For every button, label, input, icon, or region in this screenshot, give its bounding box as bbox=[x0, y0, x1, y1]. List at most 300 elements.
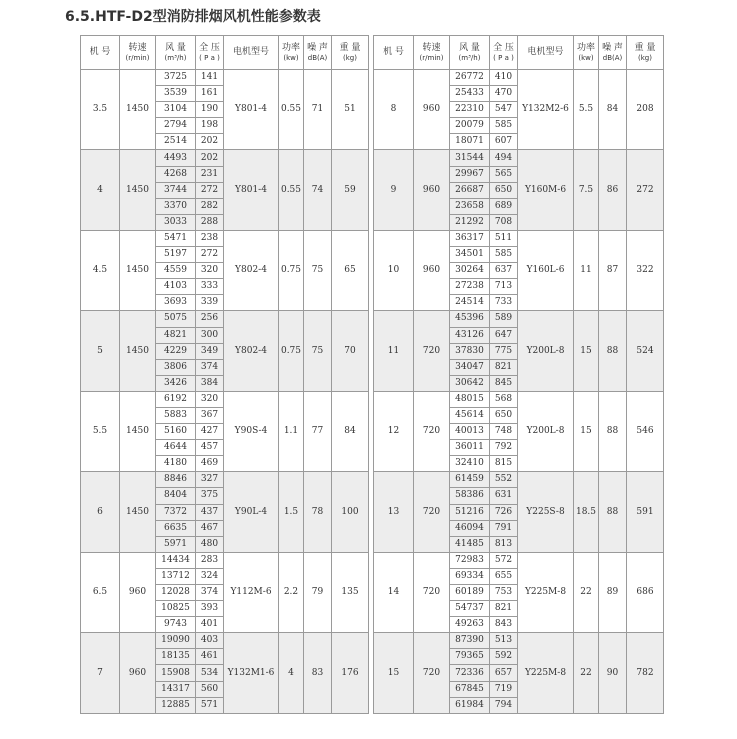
pressure-cell: 821 bbox=[490, 601, 518, 617]
pressure-cell: 410 bbox=[490, 70, 518, 86]
pressure-cell: 349 bbox=[196, 343, 224, 359]
power-cell: 0.75 bbox=[279, 230, 304, 310]
flow-cell: 26687 bbox=[450, 182, 490, 198]
pressure-cell: 607 bbox=[490, 134, 518, 150]
pressure-cell: 552 bbox=[490, 472, 518, 488]
motor-model-cell: Y801-4 bbox=[224, 150, 279, 230]
weight-cell: 135 bbox=[332, 552, 369, 632]
pressure-cell: 327 bbox=[196, 472, 224, 488]
flow-cell: 22310 bbox=[450, 102, 490, 118]
noise-cell: 84 bbox=[599, 70, 627, 150]
flow-cell: 4821 bbox=[156, 327, 196, 343]
flow-cell: 41485 bbox=[450, 536, 490, 552]
model-number-cell: 8 bbox=[374, 70, 414, 150]
model-number-cell: 15 bbox=[374, 633, 414, 713]
model-number-cell: 13 bbox=[374, 472, 414, 552]
header-model: 机 号 bbox=[81, 36, 120, 70]
flow-cell: 5971 bbox=[156, 536, 196, 552]
fan-model-group bbox=[374, 472, 664, 552]
flow-cell: 87390 bbox=[450, 633, 490, 649]
pressure-cell: 585 bbox=[490, 118, 518, 134]
flow-cell: 3806 bbox=[156, 359, 196, 375]
header-pressure: 全 压 ( P a ) bbox=[196, 36, 224, 70]
noise-cell: 75 bbox=[304, 230, 332, 310]
noise-cell: 83 bbox=[304, 633, 332, 713]
motor-model-cell: Y132M1-6 bbox=[224, 633, 279, 713]
table-row bbox=[374, 230, 664, 246]
flow-cell: 18135 bbox=[156, 649, 196, 665]
pressure-cell: 161 bbox=[196, 86, 224, 102]
header-speed: 转速 (r/min) bbox=[414, 36, 450, 70]
pressure-cell: 272 bbox=[196, 182, 224, 198]
model-number-cell: 9 bbox=[374, 150, 414, 230]
flow-cell: 14317 bbox=[156, 681, 196, 697]
flow-cell: 60189 bbox=[450, 585, 490, 601]
weight-cell: 272 bbox=[627, 150, 664, 230]
weight-cell: 176 bbox=[332, 633, 369, 713]
weight-cell: 524 bbox=[627, 311, 664, 391]
header-flow: 风 量 (m³/h) bbox=[450, 36, 490, 70]
pressure-cell: 282 bbox=[196, 198, 224, 214]
pressure-cell: 202 bbox=[196, 134, 224, 150]
pressure-cell: 333 bbox=[196, 279, 224, 295]
motor-model-cell: Y200L-8 bbox=[518, 391, 574, 471]
speed-cell: 720 bbox=[414, 633, 450, 713]
pressure-cell: 494 bbox=[490, 150, 518, 166]
speed-cell: 960 bbox=[414, 70, 450, 150]
motor-model-cell: Y802-4 bbox=[224, 311, 279, 391]
motor-model-cell: Y225M-8 bbox=[518, 633, 574, 713]
flow-cell: 5075 bbox=[156, 311, 196, 327]
table-row bbox=[374, 472, 664, 488]
flow-cell: 49263 bbox=[450, 617, 490, 633]
flow-cell: 21292 bbox=[450, 214, 490, 230]
pressure-cell: 719 bbox=[490, 681, 518, 697]
pressure-cell: 467 bbox=[196, 520, 224, 536]
table-row bbox=[81, 552, 369, 568]
fan-model-group bbox=[81, 230, 369, 310]
pressure-cell: 141 bbox=[196, 70, 224, 86]
speed-cell: 1450 bbox=[120, 391, 156, 471]
motor-model-cell: Y132M2-6 bbox=[518, 70, 574, 150]
model-number-cell: 5.5 bbox=[81, 391, 120, 471]
motor-model-cell: Y801-4 bbox=[224, 70, 279, 150]
pressure-cell: 231 bbox=[196, 166, 224, 182]
speed-cell: 960 bbox=[120, 633, 156, 713]
pressure-cell: 592 bbox=[490, 649, 518, 665]
fan-model-group bbox=[374, 150, 664, 230]
weight-cell: 322 bbox=[627, 230, 664, 310]
pressure-cell: 272 bbox=[196, 247, 224, 263]
header-weight: 重 量 (kg) bbox=[332, 36, 369, 70]
header-noise: 噪 声 dB(A) bbox=[599, 36, 627, 70]
pressure-cell: 190 bbox=[196, 102, 224, 118]
pressure-cell: 288 bbox=[196, 214, 224, 230]
table-row bbox=[81, 230, 369, 246]
model-number-cell: 4 bbox=[81, 150, 120, 230]
pressure-cell: 733 bbox=[490, 295, 518, 311]
weight-cell: 100 bbox=[332, 472, 369, 552]
flow-cell: 8846 bbox=[156, 472, 196, 488]
model-number-cell: 6.5 bbox=[81, 552, 120, 632]
pressure-cell: 461 bbox=[196, 649, 224, 665]
header-model: 机 号 bbox=[374, 36, 414, 70]
flow-cell: 3370 bbox=[156, 198, 196, 214]
flow-cell: 15908 bbox=[156, 665, 196, 681]
flow-cell: 46094 bbox=[450, 520, 490, 536]
flow-cell: 3426 bbox=[156, 375, 196, 391]
model-number-cell: 12 bbox=[374, 391, 414, 471]
pressure-cell: 534 bbox=[196, 665, 224, 681]
weight-cell: 59 bbox=[332, 150, 369, 230]
header-weight: 重 量 (kg) bbox=[627, 36, 664, 70]
flow-cell: 72983 bbox=[450, 552, 490, 568]
header-speed: 转速 (r/min) bbox=[120, 36, 156, 70]
noise-cell: 74 bbox=[304, 150, 332, 230]
flow-cell: 8404 bbox=[156, 488, 196, 504]
power-cell: 4 bbox=[279, 633, 304, 713]
power-cell: 0.55 bbox=[279, 150, 304, 230]
power-cell: 15 bbox=[574, 391, 599, 471]
table-row bbox=[81, 472, 369, 488]
pressure-cell: 320 bbox=[196, 391, 224, 407]
flow-cell: 45396 bbox=[450, 311, 490, 327]
flow-cell: 5160 bbox=[156, 424, 196, 440]
model-number-cell: 11 bbox=[374, 311, 414, 391]
motor-model-cell: Y200L-8 bbox=[518, 311, 574, 391]
table-row bbox=[374, 633, 664, 649]
model-number-cell: 14 bbox=[374, 552, 414, 632]
model-number-cell: 7 bbox=[81, 633, 120, 713]
flow-cell: 3725 bbox=[156, 70, 196, 86]
flow-cell: 27238 bbox=[450, 279, 490, 295]
table-row bbox=[374, 70, 664, 86]
flow-cell: 58386 bbox=[450, 488, 490, 504]
flow-cell: 2794 bbox=[156, 118, 196, 134]
power-cell: 0.75 bbox=[279, 311, 304, 391]
flow-cell: 3539 bbox=[156, 86, 196, 102]
header-pressure: 全 压 ( P a ) bbox=[490, 36, 518, 70]
pressure-cell: 403 bbox=[196, 633, 224, 649]
pressure-cell: 689 bbox=[490, 198, 518, 214]
pressure-cell: 427 bbox=[196, 424, 224, 440]
pressure-cell: 753 bbox=[490, 585, 518, 601]
speed-cell: 960 bbox=[414, 230, 450, 310]
flow-cell: 4180 bbox=[156, 456, 196, 472]
flow-cell: 69334 bbox=[450, 568, 490, 584]
flow-cell: 4559 bbox=[156, 263, 196, 279]
header-noise: 噪 声 dB(A) bbox=[304, 36, 332, 70]
motor-model-cell: Y225S-8 bbox=[518, 472, 574, 552]
pressure-cell: 457 bbox=[196, 440, 224, 456]
speed-cell: 960 bbox=[120, 552, 156, 632]
flow-cell: 2514 bbox=[156, 134, 196, 150]
table-row bbox=[374, 391, 664, 407]
pressure-cell: 375 bbox=[196, 488, 224, 504]
pressure-cell: 339 bbox=[196, 295, 224, 311]
pressure-cell: 650 bbox=[490, 182, 518, 198]
flow-cell: 34501 bbox=[450, 247, 490, 263]
header-power: 功率 (kw) bbox=[279, 36, 304, 70]
noise-cell: 88 bbox=[599, 472, 627, 552]
model-number-cell: 3.5 bbox=[81, 70, 120, 150]
flow-cell: 7372 bbox=[156, 504, 196, 520]
speed-cell: 1450 bbox=[120, 311, 156, 391]
flow-cell: 20079 bbox=[450, 118, 490, 134]
flow-cell: 43126 bbox=[450, 327, 490, 343]
pressure-cell: 283 bbox=[196, 552, 224, 568]
pressure-cell: 585 bbox=[490, 247, 518, 263]
pressure-cell: 300 bbox=[196, 327, 224, 343]
noise-cell: 77 bbox=[304, 391, 332, 471]
flow-cell: 4103 bbox=[156, 279, 196, 295]
flow-cell: 61459 bbox=[450, 472, 490, 488]
flow-cell: 30264 bbox=[450, 263, 490, 279]
weight-cell: 84 bbox=[332, 391, 369, 471]
pressure-cell: 843 bbox=[490, 617, 518, 633]
weight-cell: 591 bbox=[627, 472, 664, 552]
flow-cell: 67845 bbox=[450, 681, 490, 697]
performance-table-right bbox=[373, 35, 664, 714]
flow-cell: 45614 bbox=[450, 407, 490, 423]
noise-cell: 88 bbox=[599, 311, 627, 391]
flow-cell: 13712 bbox=[156, 568, 196, 584]
flow-cell: 72336 bbox=[450, 665, 490, 681]
flow-cell: 36317 bbox=[450, 230, 490, 246]
flow-cell: 3033 bbox=[156, 214, 196, 230]
flow-cell: 6635 bbox=[156, 520, 196, 536]
flow-cell: 79365 bbox=[450, 649, 490, 665]
noise-cell: 89 bbox=[599, 552, 627, 632]
flow-cell: 24514 bbox=[450, 295, 490, 311]
flow-cell: 19090 bbox=[156, 633, 196, 649]
flow-cell: 5471 bbox=[156, 230, 196, 246]
power-cell: 22 bbox=[574, 633, 599, 713]
power-cell: 0.55 bbox=[279, 70, 304, 150]
table-row bbox=[374, 311, 664, 327]
flow-cell: 34047 bbox=[450, 359, 490, 375]
pressure-cell: 748 bbox=[490, 424, 518, 440]
power-cell: 1.5 bbox=[279, 472, 304, 552]
flow-cell: 32410 bbox=[450, 456, 490, 472]
flow-cell: 3693 bbox=[156, 295, 196, 311]
speed-cell: 1450 bbox=[120, 70, 156, 150]
flow-cell: 48015 bbox=[450, 391, 490, 407]
pressure-cell: 589 bbox=[490, 311, 518, 327]
noise-cell: 88 bbox=[599, 391, 627, 471]
pressure-cell: 565 bbox=[490, 166, 518, 182]
pressure-cell: 647 bbox=[490, 327, 518, 343]
flow-cell: 3104 bbox=[156, 102, 196, 118]
pressure-cell: 813 bbox=[490, 536, 518, 552]
weight-cell: 546 bbox=[627, 391, 664, 471]
flow-cell: 26772 bbox=[450, 70, 490, 86]
pressure-cell: 655 bbox=[490, 568, 518, 584]
pressure-cell: 572 bbox=[490, 552, 518, 568]
flow-cell: 30642 bbox=[450, 375, 490, 391]
motor-model-cell: Y160L-6 bbox=[518, 230, 574, 310]
model-number-cell: 6 bbox=[81, 472, 120, 552]
model-number-cell: 10 bbox=[374, 230, 414, 310]
flow-cell: 37830 bbox=[450, 343, 490, 359]
flow-cell: 51216 bbox=[450, 504, 490, 520]
pressure-cell: 374 bbox=[196, 359, 224, 375]
fan-model-group bbox=[81, 633, 369, 713]
flow-cell: 29967 bbox=[450, 166, 490, 182]
fan-model-group bbox=[81, 472, 369, 552]
page-title: 6.5.HTF-D2型消防排烟风机性能参数表 bbox=[65, 9, 321, 25]
motor-model-cell: Y160M-6 bbox=[518, 150, 574, 230]
pressure-cell: 401 bbox=[196, 617, 224, 633]
power-cell: 5.5 bbox=[574, 70, 599, 150]
power-cell: 22 bbox=[574, 552, 599, 632]
pressure-cell: 367 bbox=[196, 407, 224, 423]
fan-model-group bbox=[374, 391, 664, 471]
pressure-cell: 794 bbox=[490, 697, 518, 713]
header-motor: 电机型号 bbox=[518, 36, 574, 70]
pressure-cell: 480 bbox=[196, 536, 224, 552]
power-cell: 1.1 bbox=[279, 391, 304, 471]
flow-cell: 5883 bbox=[156, 407, 196, 423]
speed-cell: 1450 bbox=[120, 150, 156, 230]
pressure-cell: 198 bbox=[196, 118, 224, 134]
pressure-cell: 202 bbox=[196, 150, 224, 166]
fan-model-group bbox=[374, 230, 664, 310]
flow-cell: 4268 bbox=[156, 166, 196, 182]
speed-cell: 720 bbox=[414, 311, 450, 391]
flow-cell: 25433 bbox=[450, 86, 490, 102]
model-number-cell: 5 bbox=[81, 311, 120, 391]
flow-cell: 54737 bbox=[450, 601, 490, 617]
weight-cell: 70 bbox=[332, 311, 369, 391]
pressure-cell: 437 bbox=[196, 504, 224, 520]
pressure-cell: 792 bbox=[490, 440, 518, 456]
pressure-cell: 726 bbox=[490, 504, 518, 520]
pressure-cell: 775 bbox=[490, 343, 518, 359]
flow-cell: 14434 bbox=[156, 552, 196, 568]
table-row bbox=[81, 311, 369, 327]
motor-model-cell: Y802-4 bbox=[224, 230, 279, 310]
noise-cell: 87 bbox=[599, 230, 627, 310]
noise-cell: 78 bbox=[304, 472, 332, 552]
pressure-cell: 547 bbox=[490, 102, 518, 118]
power-cell: 7.5 bbox=[574, 150, 599, 230]
pressure-cell: 650 bbox=[490, 407, 518, 423]
flow-cell: 6192 bbox=[156, 391, 196, 407]
motor-model-cell: Y225M-8 bbox=[518, 552, 574, 632]
pressure-cell: 791 bbox=[490, 520, 518, 536]
power-cell: 11 bbox=[574, 230, 599, 310]
noise-cell: 71 bbox=[304, 70, 332, 150]
fan-model-group bbox=[81, 391, 369, 471]
speed-cell: 1450 bbox=[120, 230, 156, 310]
flow-cell: 4644 bbox=[156, 440, 196, 456]
power-cell: 15 bbox=[574, 311, 599, 391]
weight-cell: 208 bbox=[627, 70, 664, 150]
pressure-cell: 320 bbox=[196, 263, 224, 279]
fan-model-group bbox=[374, 552, 664, 632]
flow-cell: 12885 bbox=[156, 697, 196, 713]
table-row bbox=[374, 552, 664, 568]
pressure-cell: 256 bbox=[196, 311, 224, 327]
noise-cell: 90 bbox=[599, 633, 627, 713]
pressure-cell: 821 bbox=[490, 359, 518, 375]
flow-cell: 10825 bbox=[156, 601, 196, 617]
fan-model-group bbox=[374, 633, 664, 713]
weight-cell: 686 bbox=[627, 552, 664, 632]
pressure-cell: 513 bbox=[490, 633, 518, 649]
flow-cell: 9743 bbox=[156, 617, 196, 633]
pressure-cell: 374 bbox=[196, 585, 224, 601]
pressure-cell: 568 bbox=[490, 391, 518, 407]
fan-model-group bbox=[81, 70, 369, 150]
flow-cell: 4493 bbox=[156, 150, 196, 166]
fan-model-group bbox=[81, 150, 369, 230]
pressure-cell: 393 bbox=[196, 601, 224, 617]
fan-model-group bbox=[374, 311, 664, 391]
table-row bbox=[81, 633, 369, 649]
speed-cell: 720 bbox=[414, 391, 450, 471]
flow-cell: 31544 bbox=[450, 150, 490, 166]
speed-cell: 1450 bbox=[120, 472, 156, 552]
speed-cell: 720 bbox=[414, 472, 450, 552]
flow-cell: 18071 bbox=[450, 134, 490, 150]
pressure-cell: 511 bbox=[490, 230, 518, 246]
flow-cell: 61984 bbox=[450, 697, 490, 713]
pressure-cell: 657 bbox=[490, 665, 518, 681]
motor-model-cell: Y90L-4 bbox=[224, 472, 279, 552]
header-power: 功率 (kw) bbox=[574, 36, 599, 70]
weight-cell: 782 bbox=[627, 633, 664, 713]
model-number-cell: 4.5 bbox=[81, 230, 120, 310]
speed-cell: 720 bbox=[414, 552, 450, 632]
flow-cell: 4229 bbox=[156, 343, 196, 359]
pressure-cell: 631 bbox=[490, 488, 518, 504]
pressure-cell: 815 bbox=[490, 456, 518, 472]
table-row bbox=[81, 150, 369, 166]
pressure-cell: 469 bbox=[196, 456, 224, 472]
pressure-cell: 384 bbox=[196, 375, 224, 391]
pressure-cell: 470 bbox=[490, 86, 518, 102]
weight-cell: 65 bbox=[332, 230, 369, 310]
power-cell: 18.5 bbox=[574, 472, 599, 552]
pressure-cell: 713 bbox=[490, 279, 518, 295]
fan-model-group bbox=[81, 552, 369, 632]
flow-cell: 12028 bbox=[156, 585, 196, 601]
pressure-cell: 708 bbox=[490, 214, 518, 230]
motor-model-cell: Y112M-6 bbox=[224, 552, 279, 632]
header-motor: 电机型号 bbox=[224, 36, 279, 70]
noise-cell: 79 bbox=[304, 552, 332, 632]
header-flow: 风 量 (m³/h) bbox=[156, 36, 196, 70]
weight-cell: 51 bbox=[332, 70, 369, 150]
pressure-cell: 324 bbox=[196, 568, 224, 584]
motor-model-cell: Y90S-4 bbox=[224, 391, 279, 471]
table-row bbox=[81, 70, 369, 86]
flow-cell: 23658 bbox=[450, 198, 490, 214]
flow-cell: 36011 bbox=[450, 440, 490, 456]
table-row bbox=[81, 391, 369, 407]
performance-table-left bbox=[80, 35, 369, 714]
fan-model-group bbox=[374, 70, 664, 150]
pressure-cell: 571 bbox=[196, 697, 224, 713]
pressure-cell: 637 bbox=[490, 263, 518, 279]
pressure-cell: 845 bbox=[490, 375, 518, 391]
noise-cell: 75 bbox=[304, 311, 332, 391]
flow-cell: 40013 bbox=[450, 424, 490, 440]
pressure-cell: 560 bbox=[196, 681, 224, 697]
pressure-cell: 238 bbox=[196, 230, 224, 246]
